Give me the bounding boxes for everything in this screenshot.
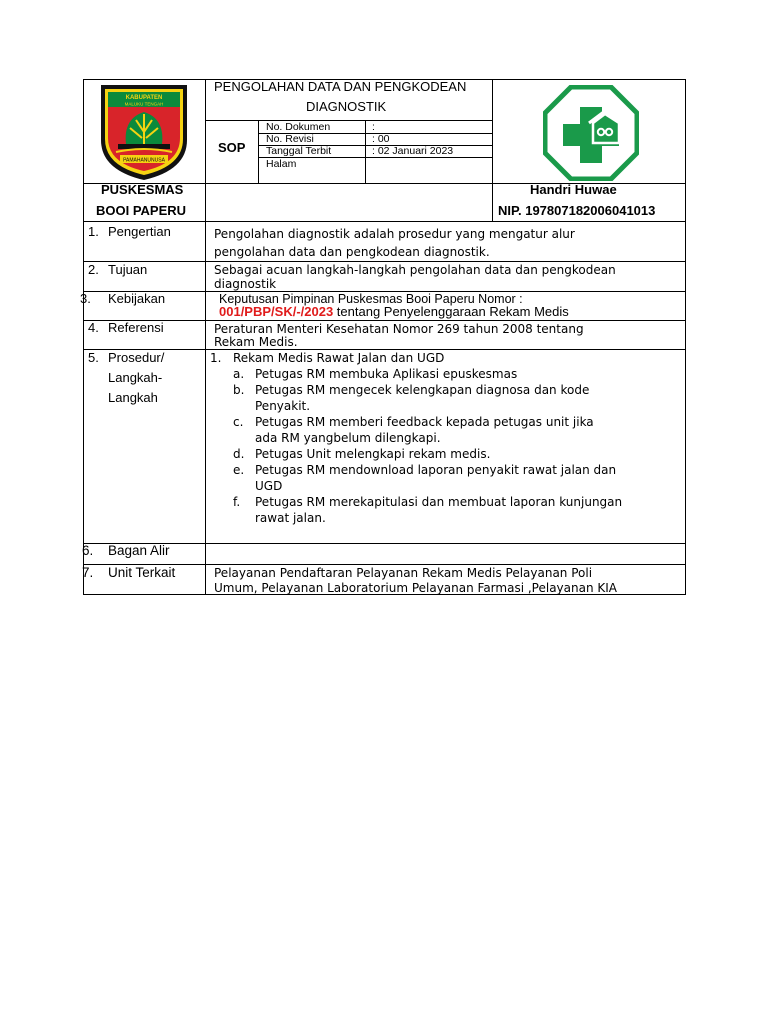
kebijakan-decree-number: 001/PBP/SK/-/2023 — [219, 304, 334, 319]
step-letter-c: c. — [233, 415, 244, 429]
step-f-line2: rawat jalan. — [255, 511, 326, 525]
meta-value-tanggal: : 02 Januari 2023 — [372, 145, 454, 157]
step-c-line2: ada RM yangbelum dilengkapi. — [255, 431, 441, 445]
row-line-1 — [83, 221, 686, 222]
divider-meta — [365, 120, 366, 184]
step-e-line1: Petugas RM mendownload laporan penyakit rawat jalan dan — [255, 463, 617, 477]
kebijakan-text-line2 — [219, 304, 569, 320]
section-num-5: 5. — [88, 350, 99, 365]
section-num-6: 6. — [82, 543, 94, 558]
border-right — [685, 79, 686, 595]
emblem-sub-text: MALUKU TENGAH — [124, 101, 164, 107]
divider-sop — [258, 120, 259, 184]
tujuan-text-line1: Sebagai acuan langkah-langkah pengolahan data dan pengkodean — [214, 263, 616, 277]
step-b-line2: Penyakit. — [255, 399, 311, 413]
sop-title-line1: PENGOLAHAN DATA DAN PENGKODEAN — [214, 79, 467, 94]
section-label-referensi: Referensi — [108, 320, 164, 335]
row-line-6 — [83, 543, 686, 544]
unit-terkait-line1: Pelayanan Pendaftaran Pelayanan Rekam Medis Pelayanan Poli — [214, 566, 593, 580]
step-letter-b: b. — [233, 383, 245, 397]
sop-label: SOP — [218, 140, 246, 155]
org-name-line2: BOOI PAPERU — [96, 203, 187, 218]
section-num-2: 2. — [88, 262, 99, 277]
section-num-4: 4. — [88, 320, 99, 335]
step-b-line1: Petugas RM mengecek kelengkapan diagnosa dan kode — [255, 383, 590, 397]
puskesmas-logo-icon — [543, 85, 639, 181]
referensi-text-line2: Rekam Medis. — [214, 335, 298, 349]
signer-name: Handri Huwae — [530, 182, 617, 197]
section-num-7: 7. — [82, 565, 94, 580]
section-num-1: 1. — [88, 224, 99, 239]
step-a-line1: Petugas RM membuka Aplikasi epuskesmas — [255, 367, 518, 381]
meta-label-tanggal: Tanggal Terbit — [266, 145, 332, 157]
section-label-bagan-alir: Bagan Alir — [108, 543, 170, 558]
section-label-kebijakan: Kebijakan — [108, 291, 166, 306]
divider-logo — [492, 79, 493, 221]
section-num-3: 3. — [80, 291, 91, 306]
prosedur-heading: Rekam Medis Rawat Jalan dan UGD — [233, 351, 445, 365]
sop-title-line2: DIAGNOSTIK — [306, 99, 387, 114]
unit-terkait-line2: Umum, Pelayanan Laboratorium Pelayanan Farmasi ,Pelayanan KIA — [214, 581, 617, 595]
pengertian-text-line1: Pengolahan diagnostik adalah prosedur yang mengatur alur — [214, 227, 575, 241]
meta-label-revisi: No. Revisi — [266, 133, 314, 145]
regency-emblem-icon — [98, 82, 190, 182]
kebijakan-text-line1: Keputusan Pimpinan Puskesmas Booi Paperu Nomor : — [219, 292, 523, 306]
meta-label-halaman: Halam — [266, 158, 297, 170]
step-d-line1: Petugas Unit melengkapi rekam medis. — [255, 447, 491, 461]
label-column-divider — [205, 221, 206, 595]
step-e-line2: UGD — [255, 479, 283, 493]
kebijakan-decree-subject: tentang Penyelenggaraan Rekam Medis — [333, 304, 569, 319]
section-label-prosedur-line2: Langkah- — [108, 370, 163, 385]
section-label-unit-terkait: Unit Terkait — [108, 565, 176, 580]
step-letter-a: a. — [233, 367, 245, 381]
meta-label-dokumen: No. Dokumen — [266, 121, 331, 133]
step-letter-e: e. — [233, 463, 245, 477]
emblem-motto: PAMAHANUNUSA — [123, 157, 165, 164]
org-name-line1: PUSKESMAS — [101, 182, 184, 197]
signer-nip: NIP. 197807182006041013 — [498, 203, 656, 218]
tujuan-text-line2: diagnostik — [214, 277, 277, 291]
divider-emblem — [205, 79, 206, 221]
prosedur-heading-num: 1. — [210, 351, 222, 365]
emblem-top-text: KABUPATEN — [125, 95, 163, 101]
section-label-prosedur-line3: Langkah — [108, 390, 158, 405]
section-label-prosedur-line1: Prosedur/ — [108, 350, 165, 365]
step-c-line1: Petugas RM memberi feedback kepada petugas unit jika — [255, 415, 594, 429]
meta-value-dokumen: : — [372, 121, 375, 133]
step-letter-f: f. — [233, 495, 241, 509]
border-left — [83, 79, 84, 595]
step-letter-d: d. — [233, 447, 245, 461]
meta-value-revisi: : 00 — [372, 133, 390, 145]
referensi-text-line1: Peraturan Menteri Kesehatan Nomor 269 tahun 2008 tentang — [214, 322, 584, 336]
pengertian-text-line2: pengolahan data dan pengkodean diagnostik. — [214, 245, 490, 259]
step-f-line1: Petugas RM merekapitulasi dan membuat laporan kunjungan — [255, 495, 623, 509]
divider-title — [205, 120, 493, 121]
section-label-pengertian: Pengertian — [108, 224, 171, 239]
section-label-tujuan: Tujuan — [108, 262, 148, 277]
